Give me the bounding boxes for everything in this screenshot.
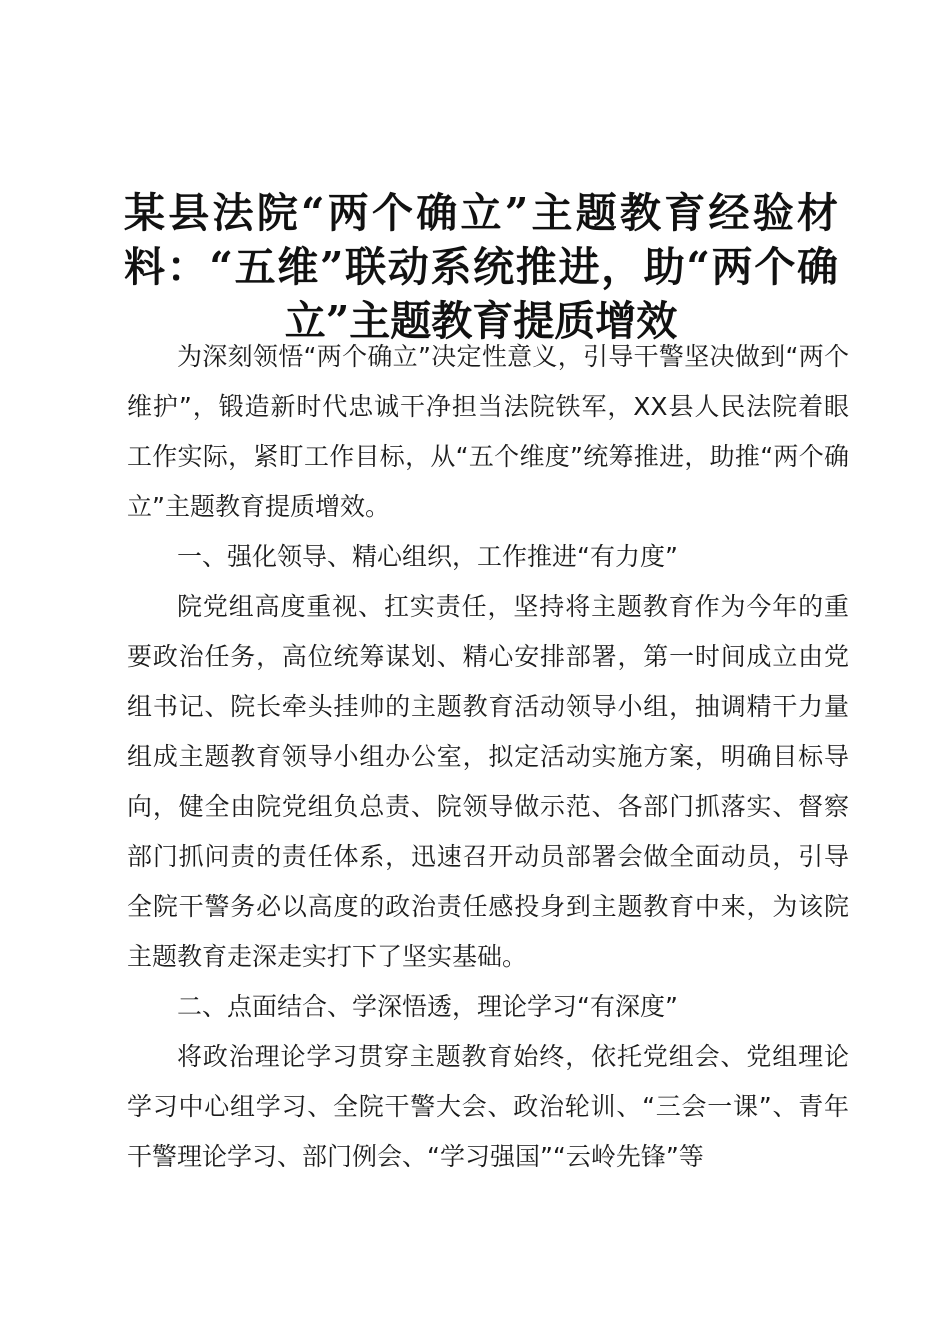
- section-1-heading: 一、强化领导、精心组织，工作推进“有力度”: [177, 542, 678, 571]
- section-1-paragraph: 院党组高度重视、扛实责任，坚持将主题教育作为今年的重要政治任务，高位统筹谋划、精心安排部署，第一时间成立由党组书记、院长牵头挂帅的主题教育活动领导小组，抽调精干力量组成主题教育领导小组办公室，拟定活动实施方案，明确目标导向，健全由院党组负总责、院领导做示范、各部门抓落实、督察部门抓问责的责任体系，迅速召开动员部署会做全面动员，引导全院干警务必以高度的政治责任感投身到主题教育中来，为该院主题教育走深走实打下了坚实基础。: [127, 592, 849, 971]
- section-2-paragraph: 将政治理论学习贯穿主题教育始终，依托党组会、党组理论学习中心组学习、全院干警大会、政治轮训、“三会一课”、青年干警理论学习、部门例会、“学习强国”“云岭先锋”等: [127, 1042, 849, 1171]
- intro-paragraph: 为深刻领悟“两个确立”决定性意义，引导干警坚决做到“两个维护”，锻造新时代忠诚干净担当法院铁军，XX县人民法院着眼工作实际，紧盯工作目标，从“五个维度”统筹推进，助推“两个确立”主题教育提质增效。: [127, 342, 849, 521]
- section-2-heading: 二、点面结合、学深悟透，理论学习“有深度”: [177, 992, 678, 1021]
- document-title: 某县法院“两个确立”主题教育经验材料：“五维”联动系统推进，助“两个确立”主题教育提质增效: [124, 189, 838, 345]
